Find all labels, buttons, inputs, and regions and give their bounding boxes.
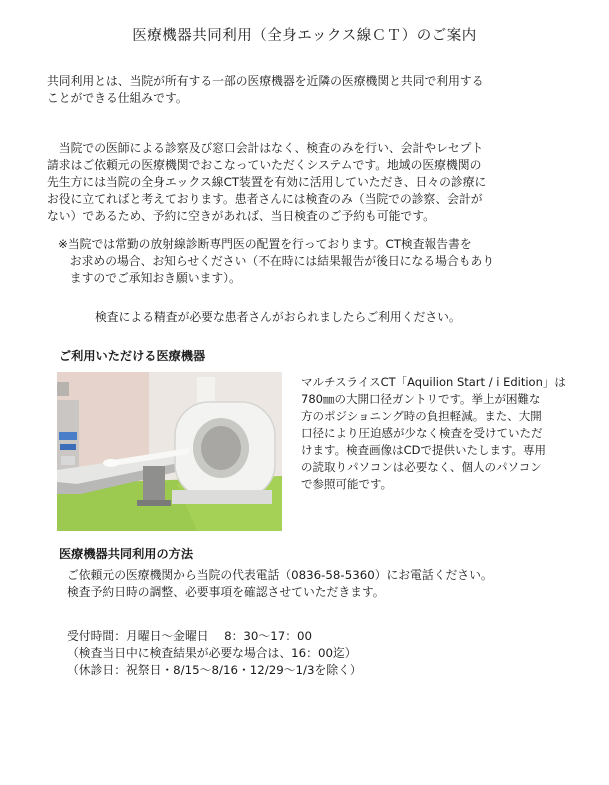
page-title: 医療機器共同利用（全身エックス線ＣＴ）のご案内 (132, 28, 477, 44)
system-paragraph: 当院での医師による診察及び窓口会計はなく、検査のみを行い、会計やレセプト 請求はご依頼元の医療機関でおこなっていただくシステムです。地域の医療機関の 先生方には当院の全身エックス線CT装置を有効に活用していただき、日々の診療に お役に立てればと考えております。患者さんには検査のみ（当院での診察、会計が ない）であるため、予約に空きがあれば、当日検査のご予約も可能です。 (47, 141, 487, 223)
method-text: ご依頼元の医療機関から当院の代表電話（0836-58-5360）にお電話ください。 検査予約日時の調整、必要事項を確認させていただきます。 (67, 568, 493, 599)
ct-scanner-photo (57, 372, 282, 531)
same-day-note: （検査当日中に検査結果が必要な場合は、16：00迄） (67, 646, 357, 660)
intro-paragraph: 共同利用とは、当院が所有する一部の医療機器を近隣の医療機関と共同で利用する ことができる仕組みです。 (47, 74, 484, 105)
device-description: マルチスライスCT「Aquilion Start / i Edition」は 780㎜の大開口径ガントリです。挙上が困難な 方のポジショニング時の負担軽減。また、大開 口径により圧迫感が少なく検査を受けていただ けます。検査画像はCDで提供いたします。専用 の読取りパソコンは必要なく、個人のパソコン で参照可能です。 (301, 375, 566, 491)
invite-paragraph: 検査による精査が必要な患者さんがおられましたらご利用ください。 (95, 310, 461, 324)
method-heading: 医療機器共同利用の方法 (59, 547, 194, 561)
devices-heading: ご利用いただける医療機器 (59, 349, 206, 363)
note-paragraph: ※当院では常勤の放射線診断専門医の配置を行っております。CT検査報告書を お求めの場合、お知らせください（不在時には結果報告が後日になる場合もあり ますのでご承知おき願います）。 (58, 237, 495, 285)
hours-line: 受付時間：月曜日～金曜日 8：30～17：00 (67, 629, 313, 643)
reception-hours (67, 628, 587, 679)
holiday-note: （休診日：祝祭日・8/15～8/16・12/29～1/3を除く） (67, 663, 362, 677)
